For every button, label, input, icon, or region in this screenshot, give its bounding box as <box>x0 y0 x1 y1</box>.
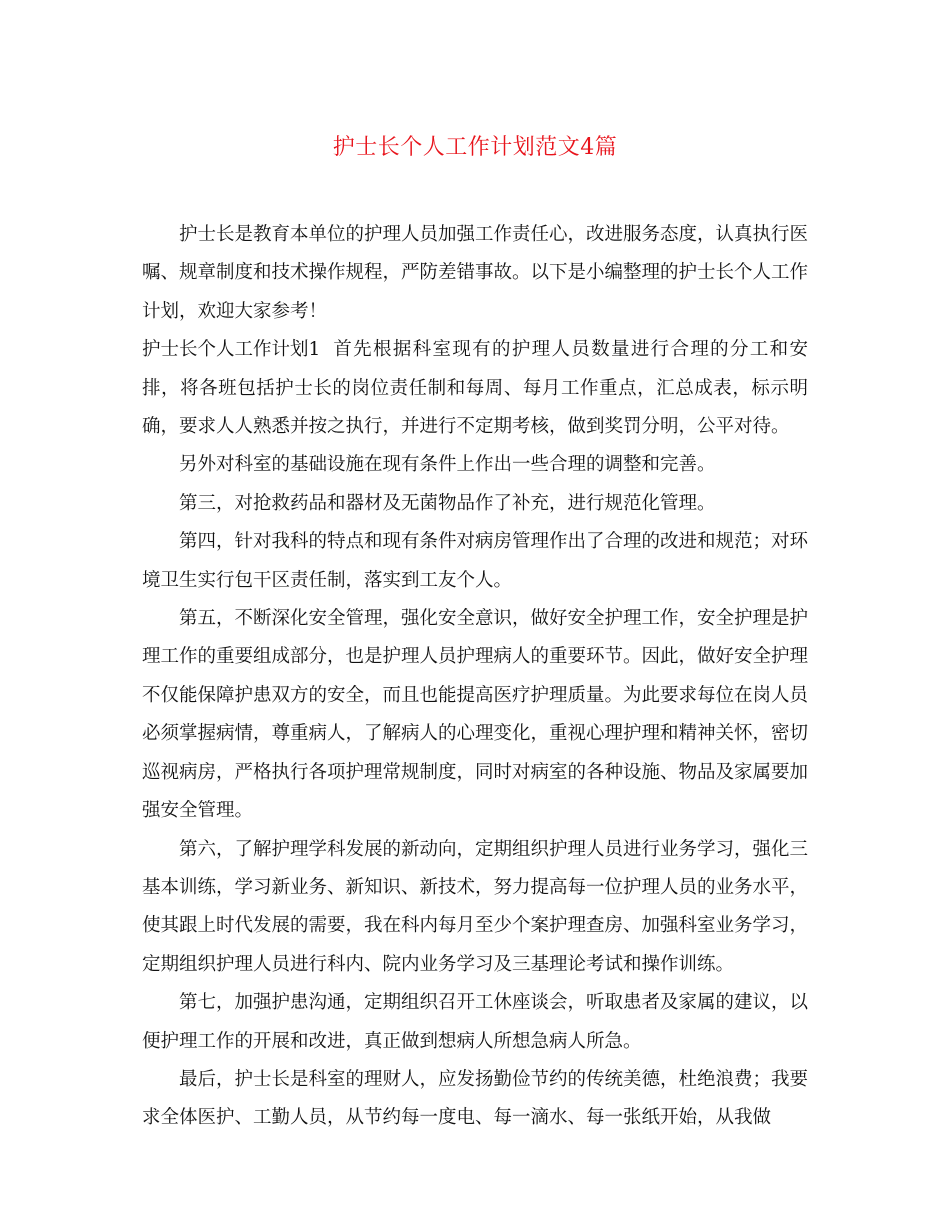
paragraph-fifth: 第五，不断深化安全管理，强化安全意识，做好安全护理工作，安全护理是护理工作的重要组成部分，也是护理人员护理病人的重要环节。因此，做好安全护理不仅能保障护患双方的安全，而且也能提高医疗护理质量。为此要求每位在岗人员必须掌握病情，尊重病人，了解病人的心理变化，重视心理护理和精神关怀，密切巡视病房，严格执行各项护理常规制度，同时对病室的各种设施、物品及家属要加强安全管理。 <box>142 608 809 822</box>
paragraph-fourth: 第四，针对我科的特点和现有条件对病房管理作出了合理的改进和规范；对环境卫生实行包干区责任制，落实到工友个人。 <box>142 531 809 591</box>
document-title: 护士长个人工作计划范文4篇 <box>332 135 618 160</box>
paragraph-facilities: 另外对科室的基础设施在现有条件上作出一些合理的调整和完善。 <box>179 454 716 476</box>
plan1-paragraph <box>142 331 808 446</box>
paragraph-third: 第三，对抢救药品和器材及无菌物品作了补充，进行规范化管理。 <box>179 492 716 514</box>
plan1-first-text: 首先根据科室现有的护理人员数量进行合理的分工和安排，将各班包括护士长的岗位责任制和每周、每月工作重点，汇总成表，标示明确，要求人人熟悉并按之执行，并进行不定期考核，做到奖罚分明，公平对待。 <box>142 339 808 438</box>
plan1-heading: 护士长个人工作计划1 <box>142 339 321 361</box>
paragraph-sixth: 第六，了解护理学科发展的新动向，定期组织护理人员进行业务学习，强化三基本训练，学习新业务、新知识、新技术，努力提高每一位护理人员的业务水平，使其跟上时代发展的需要，我在科内每月至少个案护理查房、加强科室业务学习，定期组织护理人员进行科内、院内业务学习及三基理论考试和操作训练。 <box>142 838 809 975</box>
document-body <box>142 216 808 1138</box>
intro-paragraph: 护士长是教育本单位的护理人员加强工作责任心，改进服务态度，认真执行医嘱、规章制度和技术操作规程，严防差错事故。以下是小编整理的护士长个人工作计划，欢迎大家参考！ <box>142 224 809 322</box>
paragraph-last: 最后，护士长是科室的理财人，应发扬勤俭节约的传统美德，杜绝浪费；我要求全体医护、工勤人员，从节约每一度电、每一滴水、每一张纸开始，从我做 <box>142 1068 809 1129</box>
paragraph-seventh: 第七，加强护患沟通，定期组织召开工休座谈会，听取患者及家属的建议，以便护理工作的开展和改进，真正做到想病人所想急病人所急。 <box>142 992 809 1052</box>
